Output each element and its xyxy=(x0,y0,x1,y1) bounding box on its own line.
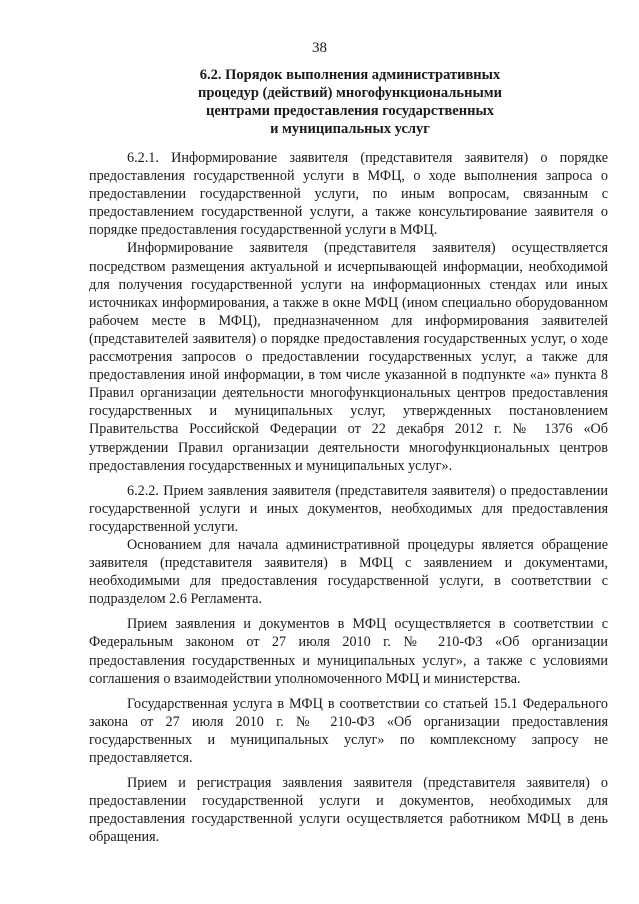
section-title xyxy=(60,66,639,138)
section-title-line: 6.2. Порядок выполнения административных xyxy=(199,67,501,83)
paragraph-informing: Информирование заявителя (представителя заявителя) осуществляется посредством размещения актуальной и исчерпывающей информации, необходимой для получения государственной услуги на информационных стендах или иных источниках информирования, а также в окне МФЦ (ином специально оборудованном рабочем месте в МФЦ), предназначенном для информирования заявителей (представителей заявителя) о порядке предоставления государственных услуг, о ходе рассмотрения запросов о предоставлении государственных услуг, а также для предоставления иной информации, в том числе указанной в подпункте «а» пункта 8 Правил организации деятельности многофункциональных центров предоставления государственных и муниципальных услуг, утвержденных постановлением Правительства Российской Федерации от 22 декабря 2012 г. № 1376 «Об утверждении Правил организации деятельности многофункциональных центров предоставления государственных и муниципальных услуг». xyxy=(89,240,608,474)
paragraph-complex-request: Государственная услуга в МФЦ в соответствии со статьей 15.1 Федерального закона от 27 июля 2010 г. № 210-ФЗ «Об организации предоставления государственных и муниципальных услуг» по комплексному запросу не предоставляется. xyxy=(89,695,608,766)
paragraph-6-2-1: 6.2.1. Информирование заявителя (представителя заявителя) о порядке предоставления государственной услуги в МФЦ, о ходе выполнения запроса о предоставлении государственной услуги, по иным вопросам, связанным с предоставлением государственной услуги, а также консультирование заявителя о порядке предоставления государственной услуги в МФЦ. xyxy=(89,150,608,239)
page-number: 38 xyxy=(312,40,327,56)
paragraph-registration: Прием и регистрация заявления заявителя (представителя заявителя) о предоставлении государственной услуги и документов, необходимых для предоставления государственной услуги осуществляется работником МФЦ в день обращения. xyxy=(89,775,608,846)
section-title-line: процедур (действий) многофункциональными xyxy=(197,85,503,101)
document-body xyxy=(89,149,608,853)
paragraph-reception: Прием заявления и документов в МФЦ осуществляется в соответствии с Федеральным законом от 27 июля 2010 г. № 210-ФЗ «Об организации предоставления государственных и муниципальных услуг», а также с условиями соглашения о взаимодействии уполномоченного МФЦ и министерства. xyxy=(89,616,608,687)
paragraph-6-2-2: 6.2.2. Прием заявления заявителя (представителя заявителя) о предоставлении государственной услуги и иных документов, необходимых для предоставления государственной услуги. xyxy=(89,482,608,535)
paragraph-basis: Основанием для начала административной процедуры является обращение заявителя (представителя заявителя) в МФЦ с заявлением и документами, необходимыми для предоставления государственной услуги, в соответствии с подразделом 2.6 Регламента. xyxy=(89,536,608,608)
section-title-line: центрами предоставления государственных xyxy=(205,103,495,119)
section-title-line: и муниципальных услуг xyxy=(270,121,430,137)
